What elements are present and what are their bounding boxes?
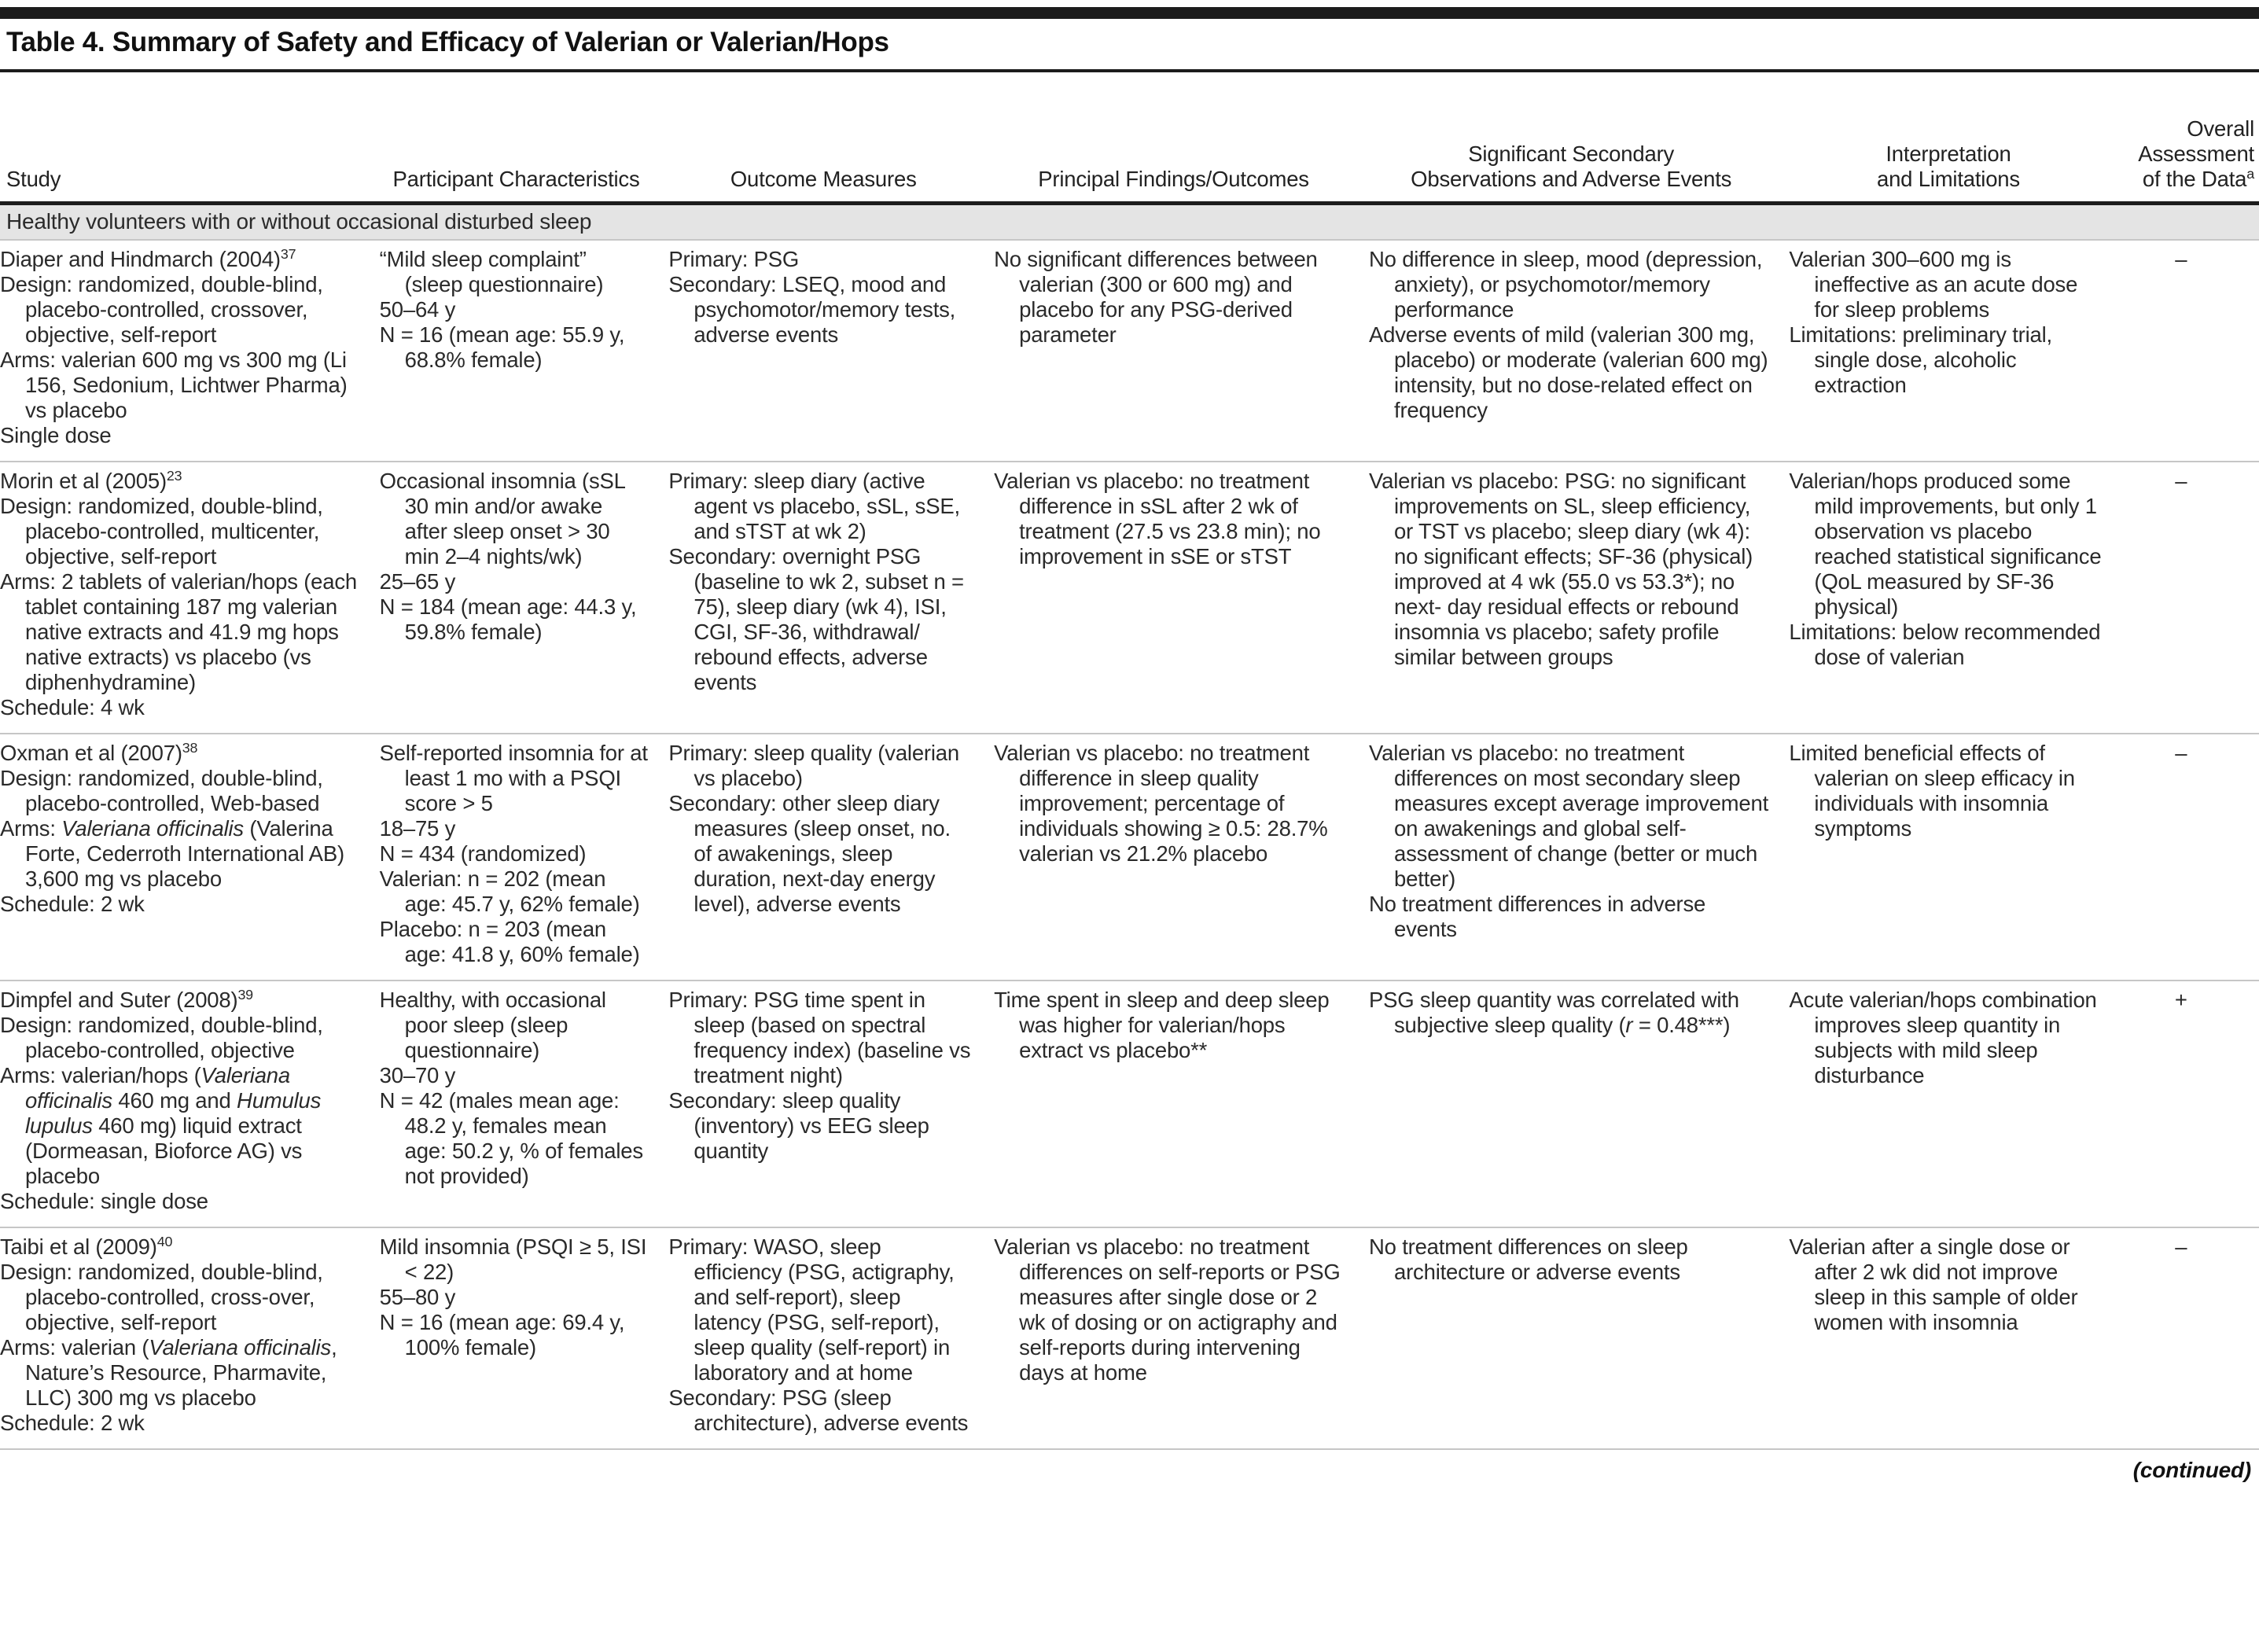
cell-overall-assessment: – bbox=[2124, 240, 2259, 462]
cell-overall-assessment: – bbox=[2124, 734, 2259, 981]
cell-principal-findings: No significant differences between valerian (300 or 600 mg) and placebo for any PSG-derived parameter bbox=[994, 240, 1369, 462]
cell-study: Morin et al $(2005)^{23}$ Design: randomized, double-blind, placebo-controlled, multicenter, objective, self-report Arms: 2 tablets of valerian/hops (each tablet containing 187 mg valerian native extracts and 41.9 mg hops native extracts) vs placebo (vs diphenhydramine) Schedule: 4 wk bbox=[0, 462, 380, 734]
cell-study: Taibi et al $(2009)^{40}$ Design: randomized, double-blind, placebo-controlled, cross-over, objective, self-report Arms: valerian (Valeriana officinalis, Nature’s Resource, Pharmavite, LLC) 300 mg vs placebo Schedule: 2 wk bbox=[0, 1227, 380, 1449]
column-header-secondary-observations: Significant Secondary Observations and Adverse Events bbox=[1411, 142, 1732, 191]
table-row bbox=[0, 1227, 2259, 1449]
table-title: Table 4. Summary of Safety and Efficacy of Valerian or Valerian/Hops bbox=[6, 27, 889, 57]
cell-interpretation-limitations: Valerian 300–600 mg is ineffective as an acute dose for sleep problems Limitations: preliminary trial, single dose, alcoholic extraction bbox=[1789, 240, 2123, 462]
cell-principal-findings: Valerian vs placebo: no treatment difference in sSL after 2 wk of treatment (27.5 vs 23.8 min); no improvement in sSE or sTST bbox=[994, 462, 1369, 734]
cell-interpretation-limitations: Limited beneficial effects of valerian on sleep efficacy in individuals with insomnia symptoms bbox=[1789, 734, 2123, 981]
cell-outcome-measures: Primary: PSG time spent in sleep (based on spectral frequency index) (baseline vs treatment night) Secondary: sleep quality (inventory) vs EEG sleep quantity bbox=[668, 981, 994, 1227]
table-row bbox=[0, 981, 2259, 1227]
column-header-study: Study bbox=[6, 167, 61, 191]
cell-overall-assessment: + bbox=[2124, 981, 2259, 1227]
table-row bbox=[0, 240, 2259, 462]
cell-interpretation-limitations: Acute valerian/hops combination improves sleep quantity in subjects with mild sleep disturbance bbox=[1789, 981, 2123, 1227]
header-row bbox=[0, 72, 2259, 204]
cell-principal-findings: Valerian vs placebo: no treatment differences on self-reports or PSG measures after single dose or 2 wk of dosing or on actigraphy and self-reports during intervening days at home bbox=[994, 1227, 1369, 1449]
column-header-participant-characteristics: Participant Characteristics bbox=[392, 167, 640, 191]
cell-study: Oxman et al $(2007)^{38}$ Design: randomized, double-blind, placebo-controlled, Web-based Arms: Valeriana officinalis (Valerina Forte, Cederroth International AB) 3,600 mg vs placebo Schedule: 2 wk bbox=[0, 734, 380, 981]
column-header-overall-assessment: Overall Assessment of the Data$^a$ bbox=[2138, 116, 2254, 191]
cell-overall-assessment: – bbox=[2124, 1227, 2259, 1449]
cell-principal-findings: Valerian vs placebo: no treatment difference in sleep quality improvement; percentage of individuals showing ≥ 0.5: 28.7% valerian vs 21.2% placebo bbox=[994, 734, 1369, 981]
continued-label: (continued) bbox=[2132, 1458, 2251, 1482]
section-header-label: Healthy volunteers with or without occasional disturbed sleep bbox=[0, 204, 2259, 241]
cell-outcome-measures: Primary: sleep diary (active agent vs placebo, sSL, sSE, and sTST at wk 2) Secondary: overnight PSG (baseline to wk 2, subset n = 75), sleep diary (wk 4), ISI, CGI, SF-36, withdrawal/ rebound effects, adverse events bbox=[668, 462, 994, 734]
cell-secondary-observations: Valerian vs placebo: no treatment differences on most secondary sleep measures except average improvement on awakenings and global self-assessment of change (better or much better) No treatment differences in adverse events bbox=[1369, 734, 1789, 981]
cell-interpretation-limitations: Valerian/hops produced some mild improvements, but only 1 observation vs placebo reached statistical significance (QoL measured by SF-36 physical) Limitations: below recommended dose of valerian bbox=[1789, 462, 2123, 734]
column-header-principal-findings: Principal Findings/Outcomes bbox=[1038, 167, 1309, 191]
cell-participant-characteristics: Healthy, with occasional poor sleep (sleep questionnaire) 30–70 y N = 42 (males mean age: 48.2 y, females mean age: 50.2 y, % of females not provided) bbox=[380, 981, 669, 1227]
section-header-row bbox=[0, 204, 2259, 241]
cell-participant-characteristics: Occasional insomnia (sSL 30 min and/or awake after sleep onset > 30 min 2–4 nights/wk) 25–65 y N = 184 (mean age: 44.3 y, 59.8% female) bbox=[380, 462, 669, 734]
cell-principal-findings: Time spent in sleep and deep sleep was higher for valerian/hops extract vs placebo** bbox=[994, 981, 1369, 1227]
cell-participant-characteristics: Self-reported insomnia for at least 1 mo with a PSQI score > 5 18–75 y N = 434 (randomized) Valerian: n = 202 (mean age: 45.7 y, 62% female) Placebo: n = 203 (mean age: 41.8 y, 60% female) bbox=[380, 734, 669, 981]
table-row bbox=[0, 734, 2259, 981]
cell-participant-characteristics: Mild insomnia (PSQI ≥ 5, ISI < 22) 55–80 y N = 16 (mean age: 69.4 y, 100% female) bbox=[380, 1227, 669, 1449]
top-rule bbox=[0, 7, 2259, 19]
cell-participant-characteristics: “Mild sleep complaint” (sleep questionnaire) 50–64 y N = 16 (mean age: 55.9 y, 68.8% female) bbox=[380, 240, 669, 462]
column-header-interpretation-limitations: Interpretation and Limitations bbox=[1876, 142, 2020, 191]
cell-overall-assessment: – bbox=[2124, 462, 2259, 734]
cell-secondary-observations: No difference in sleep, mood (depression, anxiety), or psychomotor/memory performance Adverse events of mild (valerian 300 mg, placebo) or moderate (valerian 600 mg) intensity, but no dose-related effect on frequency bbox=[1369, 240, 1789, 462]
summary-table bbox=[0, 72, 2259, 1450]
table-row bbox=[0, 462, 2259, 734]
cell-interpretation-limitations: Valerian after a single dose or after 2 wk did not improve sleep in this sample of older women with insomnia bbox=[1789, 1227, 2123, 1449]
cell-outcome-measures: Primary: sleep quality (valerian vs placebo) Secondary: other sleep diary measures (sleep onset, no. of awakenings, sleep duration, next-day energy level), adverse events bbox=[668, 734, 994, 981]
cell-secondary-observations: Valerian vs placebo: PSG: no significant improvements on SL, sleep efficiency, or TST vs placebo; sleep diary (wk 4): no significant effects; SF-36 (physical) improved at 4 wk (55.0 vs 53.3*); no next- day residual effects or rebound insomnia vs placebo; safety profile similar between groups bbox=[1369, 462, 1789, 734]
cell-secondary-observations: No treatment differences on sleep architecture or adverse events bbox=[1369, 1227, 1789, 1449]
cell-study: Diaper and Hindmarch $(2004)^{37}$ Design: randomized, double-blind, placebo-controlled, crossover, objective, self-report Arms: valerian 600 mg vs 300 mg (Li 156, Sedonium, Lichtwer Pharma) vs placebo Single dose bbox=[0, 240, 380, 462]
column-header-outcome-measures: Outcome Measures bbox=[730, 167, 917, 191]
cell-outcome-measures: Primary: WASO, sleep efficiency (PSG, actigraphy, and self-report), sleep latency (PSG, self-report), sleep quality (self-report) in laboratory and at home Secondary: PSG (sleep architecture), adverse events bbox=[668, 1227, 994, 1449]
paper-table-page bbox=[0, 7, 2259, 1652]
cell-study: Dimpfel and Suter $(2008)^{39}$ Design: randomized, double-blind, placebo-controlled, objective Arms: valerian/hops (Valeriana officinalis 460 mg and Humulus lupulus 460 mg) liquid extract (Dormeasan, Bioforce AG) vs placebo Schedule: single dose bbox=[0, 981, 380, 1227]
cell-outcome-measures: Primary: PSG Secondary: LSEQ, mood and psychomotor/memory tests, adverse events bbox=[668, 240, 994, 462]
cell-secondary-observations: PSG sleep quantity was correlated with subjective sleep quality (r = 0.48***) bbox=[1369, 981, 1789, 1227]
